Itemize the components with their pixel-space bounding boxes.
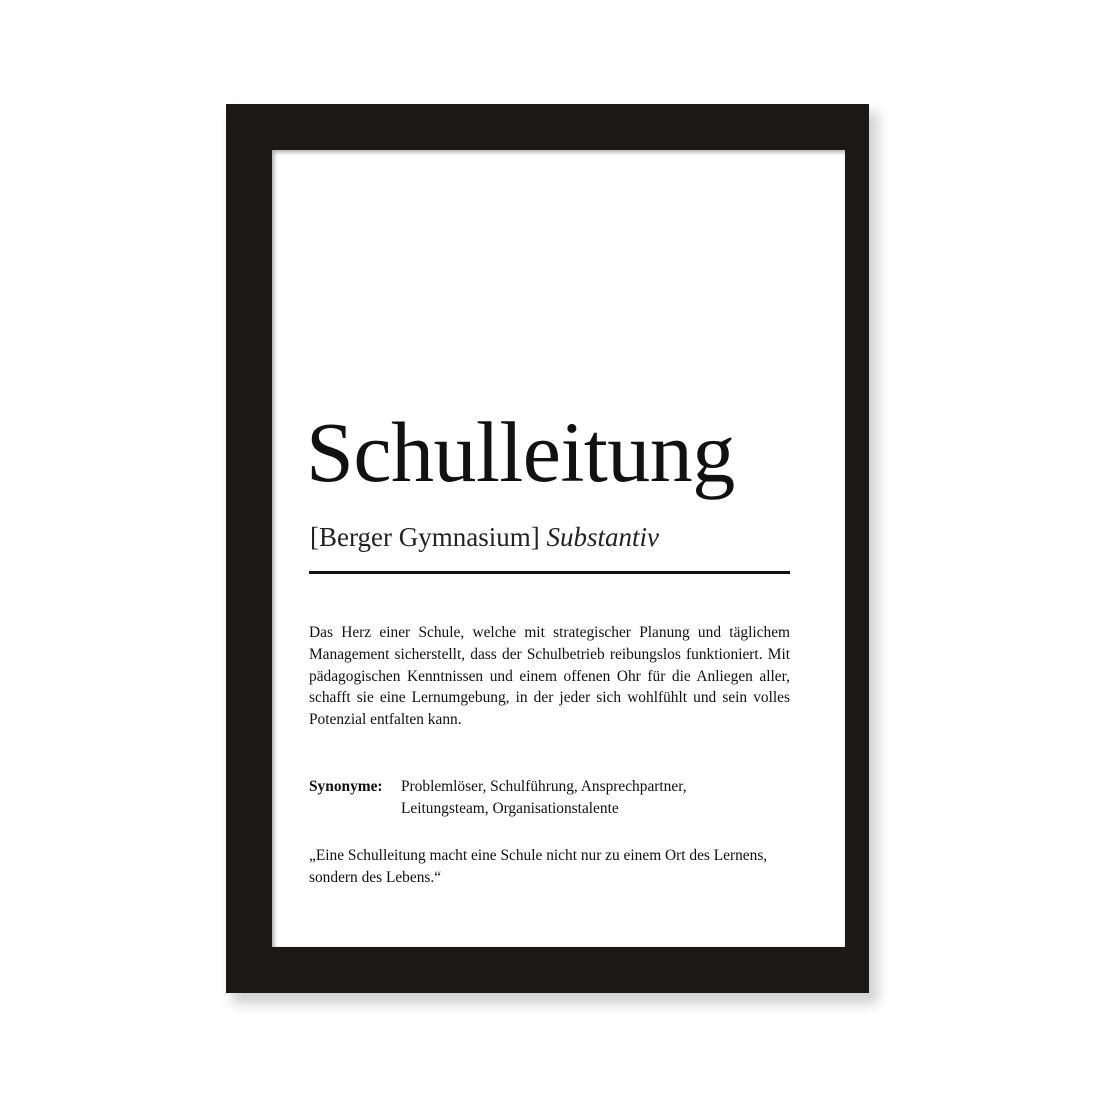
poster-title: Schulleitung xyxy=(306,404,735,500)
part-of-speech: Substantiv xyxy=(546,522,659,552)
quote-text: „Eine Schulleitung macht eine Schule nicht nur zu einem Ort des Lernens, sondern des Lebens.“ xyxy=(309,847,768,886)
poster-subtitle xyxy=(310,521,659,553)
synonyms-list: Problemlöser, Schulführung, Ansprechpartner, Leitungsteam, Organisationstalente xyxy=(401,778,687,817)
synonyms-label: Synonyme: xyxy=(309,778,383,795)
subtitle-bracket: [Berger Gymnasium] xyxy=(310,522,540,552)
definition-text: Das Herz einer Schule, welche mit strategischer Planung und täglichem Management sicherstellt, dass der Schulbetrieb reibungslos funktioniert. Mit pädagogischen Kenntnissen und einem offenen Ohr für die Anliegen aller, schafft sie eine Lernumgebung, in der jeder sich wohlfühlt und sein volles Potenzial entfalten kann. xyxy=(309,624,790,729)
divider-rule xyxy=(309,571,790,574)
synonyms-block xyxy=(309,776,790,820)
